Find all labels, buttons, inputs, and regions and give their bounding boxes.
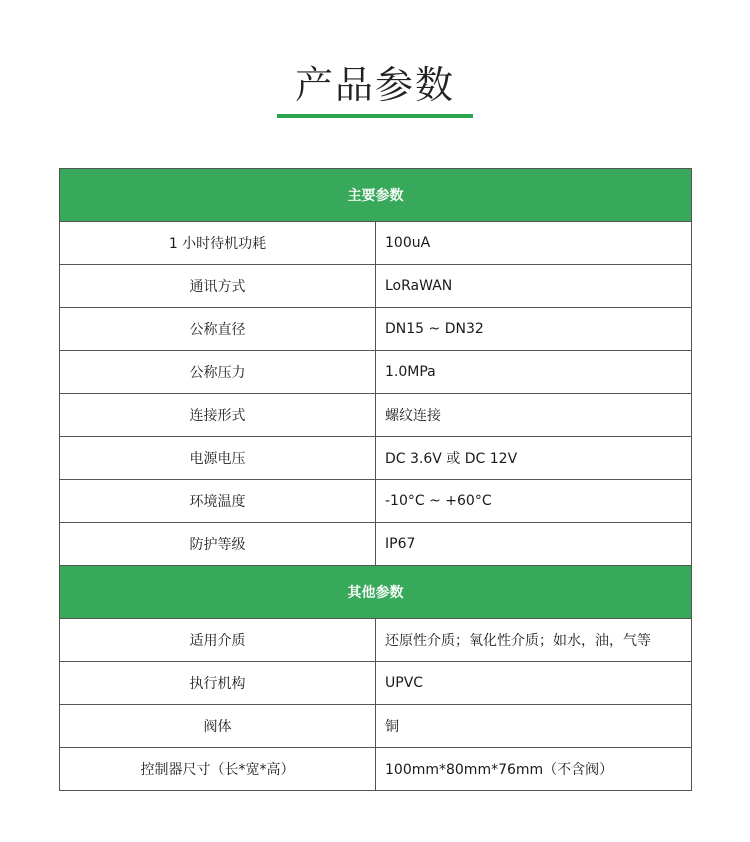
param-label: 公称直径	[60, 308, 376, 351]
param-value: DN15 ~ DN32	[376, 308, 692, 351]
param-label: 执行机构	[60, 662, 376, 705]
param-label: 控制器尺寸（长*宽*高）	[60, 748, 376, 791]
section-header: 其他参数	[60, 566, 692, 619]
table-row	[60, 523, 692, 566]
title-underline	[277, 114, 473, 118]
param-value: LoRaWAN	[376, 265, 692, 308]
table-row	[60, 394, 692, 437]
table-row	[60, 662, 692, 705]
param-value: DC 3.6V 或 DC 12V	[376, 437, 692, 480]
param-value: 100mm*80mm*76mm（不含阀）	[376, 748, 692, 791]
page-title: 产品参数	[294, 63, 455, 107]
table-row	[60, 705, 692, 748]
param-label: 适用介质	[60, 619, 376, 662]
table-row	[60, 351, 692, 394]
param-label: 公称压力	[60, 351, 376, 394]
param-label: 1 小时待机功耗	[60, 222, 376, 265]
param-label: 连接形式	[60, 394, 376, 437]
section-header: 主要参数	[60, 169, 692, 222]
spec-table	[59, 168, 692, 791]
param-value: UPVC	[376, 662, 692, 705]
param-value: -10°C ~ +60°C	[376, 480, 692, 523]
param-value: 铜	[376, 705, 692, 748]
param-value: 还原性介质；氧化性介质；如水，油，气等	[376, 619, 692, 662]
table-row	[60, 619, 692, 662]
param-label: 环境温度	[60, 480, 376, 523]
param-label: 防护等级	[60, 523, 376, 566]
param-label: 阀体	[60, 705, 376, 748]
table-row	[60, 480, 692, 523]
param-value: 螺纹连接	[376, 394, 692, 437]
table-row	[60, 308, 692, 351]
section-header-row	[60, 169, 692, 222]
table-row	[60, 748, 692, 791]
param-value: 1.0MPa	[376, 351, 692, 394]
param-value: 100uA	[376, 222, 692, 265]
param-label: 电源电压	[60, 437, 376, 480]
param-value: IP67	[376, 523, 692, 566]
table-row	[60, 437, 692, 480]
table-row	[60, 265, 692, 308]
table-row	[60, 222, 692, 265]
param-label: 通讯方式	[60, 265, 376, 308]
section-header-row	[60, 566, 692, 619]
